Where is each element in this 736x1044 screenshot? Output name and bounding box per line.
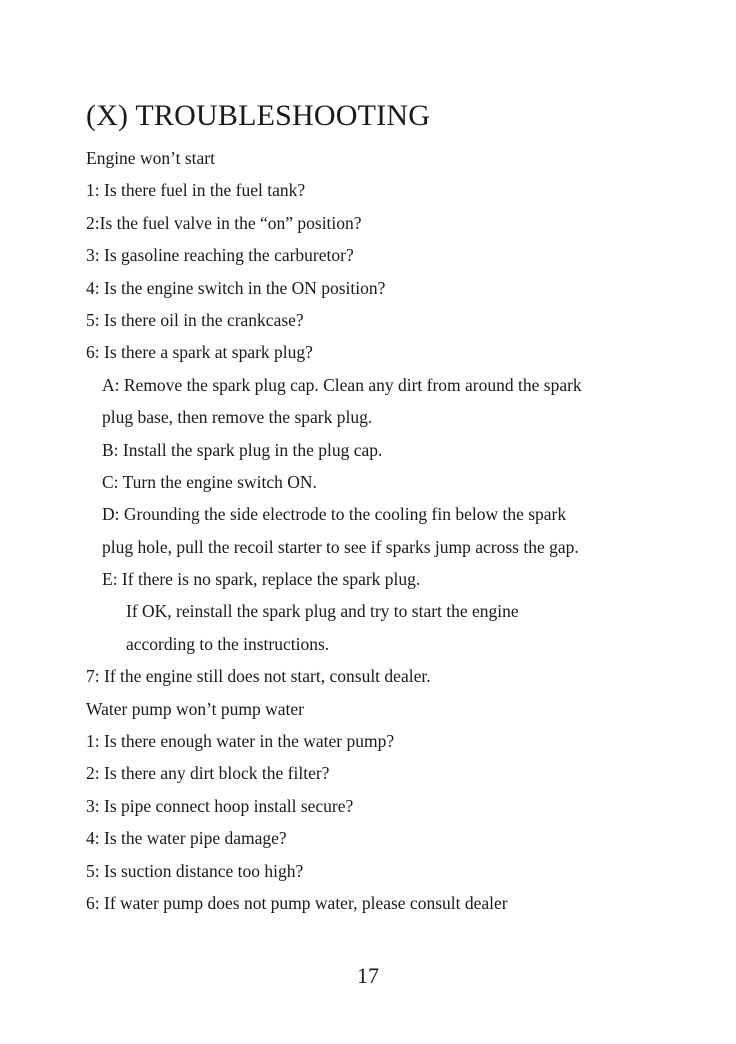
troubleshooting-content xyxy=(86,142,706,919)
text-line: 3: Is pipe connect hoop install secure? xyxy=(86,795,354,816)
text-line: 2: Is there any dirt block the filter? xyxy=(86,763,330,784)
text-line: 1: Is there fuel in the fuel tank? xyxy=(86,180,306,201)
text-line: 5: Is suction distance too high? xyxy=(86,860,304,881)
text-line: plug base, then remove the spark plug. xyxy=(102,407,373,428)
text-line: 6: If water pump does not pump water, please consult dealer xyxy=(86,892,508,913)
text-line: 5: Is there oil in the crankcase? xyxy=(86,309,304,330)
page-title: (X) TROUBLESHOOTING xyxy=(86,99,431,132)
text-line: 2:Is the fuel valve in the “on” position? xyxy=(86,212,362,233)
text-line: plug hole, pull the recoil starter to see if sparks jump across the gap. xyxy=(102,536,579,557)
text-line: according to the instructions. xyxy=(126,633,330,654)
text-line: Engine won’t start xyxy=(86,148,215,168)
text-line: C: Turn the engine switch ON. xyxy=(102,471,317,492)
text-line: 6: Is there a spark at spark plug? xyxy=(86,342,313,363)
text-line: A: Remove the spark plug cap. Clean any dirt from around the spark xyxy=(102,374,582,395)
text-line: D: Grounding the side electrode to the cooling fin below the spark xyxy=(102,504,567,525)
text-line: E: If there is no spark, replace the spark plug. xyxy=(102,569,421,590)
text-line: B: Install the spark plug in the plug cap. xyxy=(102,439,383,460)
text-line: Water pump won’t pump water xyxy=(86,698,304,719)
text-line: 4: Is the water pipe damage? xyxy=(86,828,287,849)
text-line: 1: Is there enough water in the water pump? xyxy=(86,731,395,752)
text-line: 3: Is gasoline reaching the carburetor? xyxy=(86,245,354,266)
text-line: If OK, reinstall the spark plug and try to start the engine xyxy=(126,601,519,622)
page-number: 17 xyxy=(357,963,379,988)
text-line: 7: If the engine still does not start, consult dealer. xyxy=(86,666,431,687)
text-line: 4: Is the engine switch in the ON position? xyxy=(86,277,386,298)
